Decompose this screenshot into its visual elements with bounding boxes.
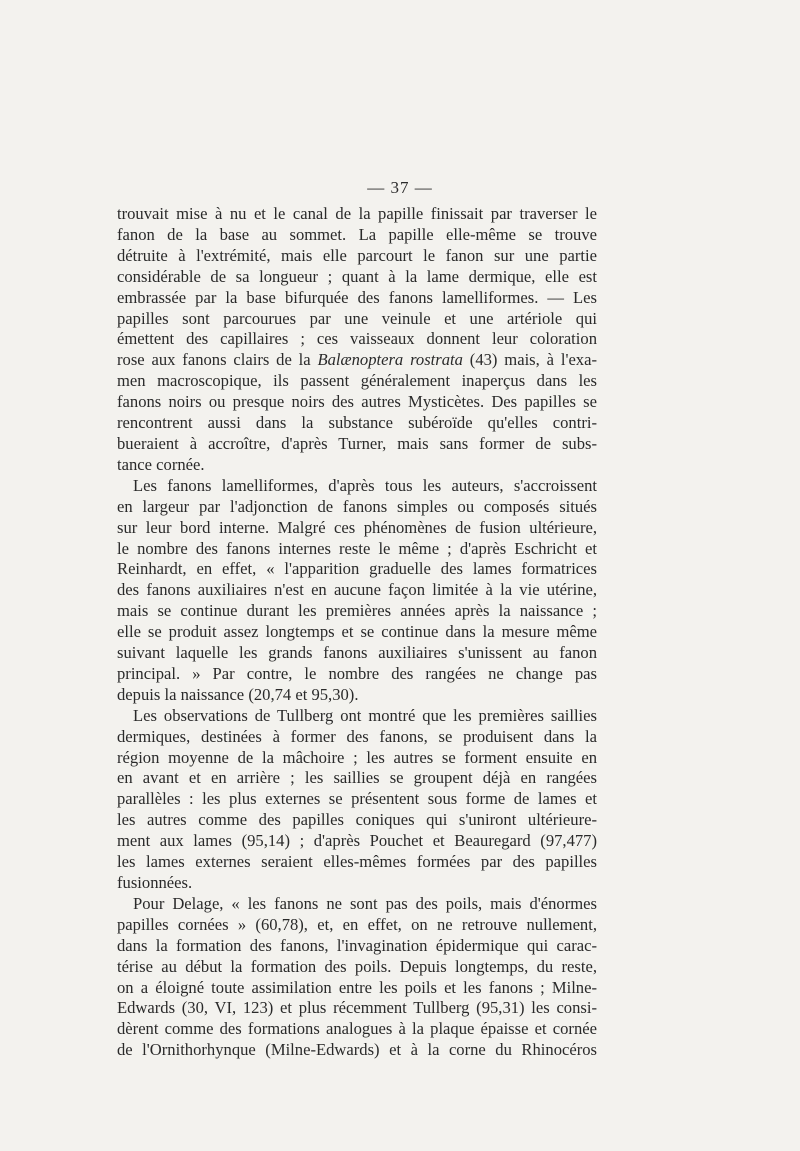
text-line: considérable de sa longueur ; quant à la lame dermique, elle est bbox=[117, 266, 597, 286]
text-line: trouvait mise à nu et le canal de la papille finissait par traverser le bbox=[117, 204, 597, 223]
page-number: — 37 — bbox=[367, 178, 433, 197]
text-line: suivant laquelle les grands fanons auxiliaires s'unissent au fanon bbox=[117, 643, 597, 663]
text-line: des fanons auxiliaires n'est en aucune façon limitée à la vie utérine, bbox=[117, 580, 597, 600]
text-line: ment aux lames (95,14) ; d'après Pouchet et Beauregard (97,477) bbox=[117, 831, 597, 851]
text-fragment: rose aux fanons clairs de la bbox=[117, 350, 318, 370]
text-line: térise au début la formation des poils. Depuis longtemps, du reste, bbox=[117, 956, 597, 976]
text-line: en largeur par l'adjonction de fanons simples ou composés situés bbox=[117, 496, 597, 516]
text-line: émettent des capillaires ; ces vaisseaux donnent leur coloration bbox=[117, 329, 597, 349]
text-line: men macroscopique, ils passent généralement inaperçus dans les bbox=[117, 371, 597, 391]
text-line: parallèles : les plus externes se présentent sous forme de lames et bbox=[117, 789, 597, 809]
text-line: détruite à l'extrémité, mais elle parcourt le fanon sur une partie bbox=[117, 245, 597, 265]
text-line: on a éloigné toute assimilation entre les poils et les fanons ; Milne- bbox=[117, 977, 597, 997]
text-line: dèrent comme des formations analogues à la plaque épaisse et cornée bbox=[117, 1019, 597, 1039]
text-line: le nombre des fanons internes reste le même ; d'après Eschricht et bbox=[117, 538, 597, 558]
text-line: Pour Delage, « les fanons ne sont pas des poils, mais d'énormes bbox=[133, 893, 597, 913]
text-line: Reinhardt, en effet, « l'apparition graduelle des lames formatrices bbox=[117, 559, 597, 579]
text-line: depuis la naissance (20,74 et 95,30). bbox=[117, 684, 359, 704]
text-line bbox=[117, 350, 597, 371]
text-line: tance cornée. bbox=[117, 454, 205, 474]
text-line: mais se continue durant les premières années après la naissance ; bbox=[117, 601, 597, 621]
text-line: Les fanons lamelliformes, d'après tous les auteurs, s'accroissent bbox=[133, 475, 597, 495]
text-line: fusionnées. bbox=[117, 873, 193, 892]
text-line: Les observations de Tullberg ont montré que les premières saillies bbox=[133, 705, 597, 725]
text-line: rencontrent aussi dans la substance subéroïde qu'elles contri- bbox=[117, 413, 597, 433]
text-line: bueraient à accroître, d'après Turner, mais sans former de subs- bbox=[117, 433, 597, 453]
text-fragment: (43) mais, à l'exa- bbox=[462, 350, 597, 370]
species-name: Balænoptera rostrata bbox=[317, 350, 463, 370]
text-line: papilles cornées » (60,78), et, en effet, on ne retrouve nullement, bbox=[117, 914, 597, 934]
text-line: Edwards (30, VI, 123) et plus récemment Tullberg (95,31) les consi- bbox=[117, 998, 597, 1018]
text-line: sur leur bord interne. Malgré ces phénomènes de fusion ultérieure, bbox=[117, 517, 597, 537]
text-line: fanons noirs ou presque noirs des autres Mysticètes. Des papilles se bbox=[117, 392, 597, 412]
text-line: principal. » Par contre, le nombre des rangées ne change pas bbox=[117, 663, 597, 683]
body-text bbox=[117, 204, 597, 1061]
text-line: région moyenne de la mâchoire ; les autres se forment ensuite en bbox=[117, 747, 597, 767]
text-line: dermiques, destinées à former des fanons, se produisent dans la bbox=[117, 726, 597, 746]
text-line: les lames externes seraient elles-mêmes formées par des papilles bbox=[117, 852, 597, 872]
text-line: en avant et en arrière ; les saillies se groupent déjà en rangées bbox=[117, 768, 597, 788]
text-line: les autres comme des papilles coniques qui s'uniront ultérieure- bbox=[117, 810, 597, 830]
text-line: fanon de la base au sommet. La papille elle-même se trouve bbox=[117, 224, 597, 244]
text-line: de l'Ornithorhynque (Milne-Edwards) et à la corne du Rhinocéros bbox=[117, 1040, 597, 1060]
text-line: elle se produit assez longtemps et se continue dans la mesure même bbox=[117, 622, 597, 642]
text-line: embrassée par la base bifurquée des fanons lamelliformes. — Les bbox=[117, 287, 597, 307]
text-line: dans la formation des fanons, l'invagination épidermique qui carac- bbox=[117, 935, 597, 955]
text-line: papilles sont parcourues par une veinule et une artériole qui bbox=[117, 308, 597, 328]
